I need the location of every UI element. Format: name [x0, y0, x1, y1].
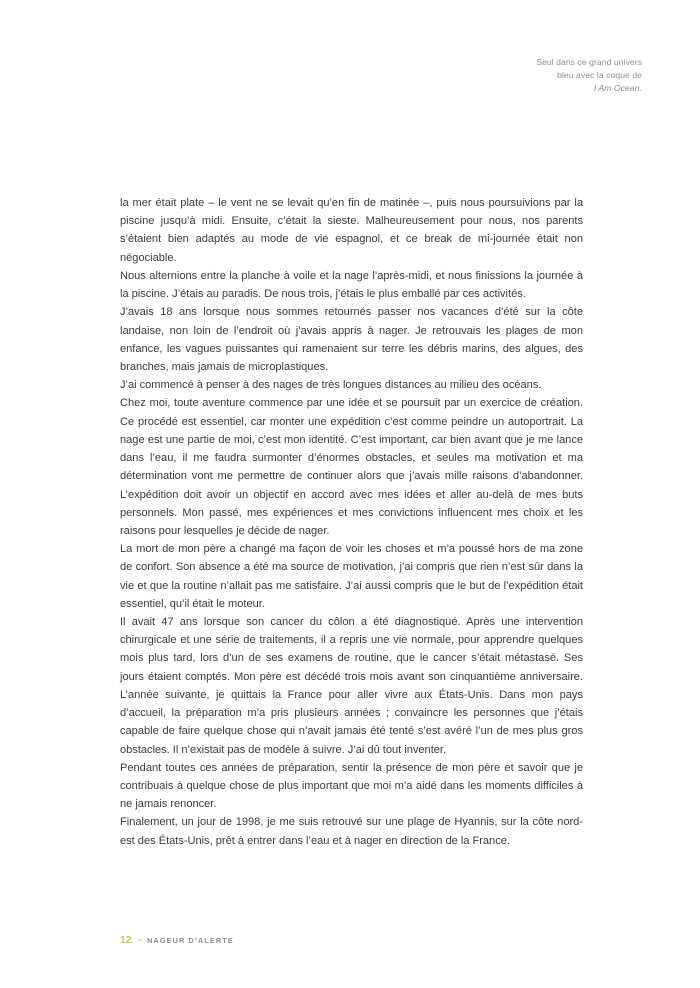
paragraph: La mort de mon père a changé ma façon de voir les choses et m’a poussé hors de ma zone de confort. Son absence a été ma source de motivation, j’ai compris que rien n’est sûr dans la vie et que la routine n’allait pas me satisfaire. J’ai aussi compris que le but de l’expédition était essentiel, qu’il était le moteur. [120, 543, 583, 610]
paragraph: Pendant toutes ces années de préparation, sentir la présence de mon père et savoir que je contribuais à quelque chose de plus important que moi m’a aidé dans les moments difficiles à ne jamais renoncer. [120, 761, 583, 811]
paragraph: Finalement, un jour de 1998, je me suis retrouvé sur une plage de Hyannis, sur la côte nord-est des États-Unis, prêt à entrer dans l’eau et à nager en direction de la France. [120, 816, 583, 847]
body-text [120, 194, 583, 850]
paragraph: J’avais 18 ans lorsque nous sommes retournés passer nos vacances d’été sur la côte landaise, non loin de l’endroit où j’avais appris à nager. Je retrouvais les plages de mon enfance, les vagues puissantes qui ramenaient sur terre les débris marins, des algues, des branches, mais jamais de microplastiques. [120, 306, 583, 373]
running-title: NAGEUR D’ALERTE [147, 936, 234, 945]
wave-separator-icon: ~ [136, 934, 142, 945]
paragraph: la mer était plate – le vent ne se levait qu’en fin de matinée –, puis nous poursuivions par la piscine jusqu’à midi. Ensuite, c’était la sieste. Malheureusement pour nous, nos parents s’étaient bien adaptés au mode de vie espagnol, et ce break de mi-journée était non négociable. [120, 197, 583, 264]
page-number: 12 [120, 935, 132, 946]
paragraph: Nous alternions entre la planche à voile et la nage l’après-midi, et nous finissions la journée à la piscine. J’étais au paradis. De nous trois, j’étais le plus emballé par ces activités. [120, 269, 583, 301]
paragraph: Il avait 47 ans lorsque son cancer du côlon a été diagnostiqué. Après une intervention chirurgicale et une série de traitements, il a repris une vie normale, pour apprendre quelques mois plus tard, lors d’un de ses examens de routine, que le cancer s’était métastasé. Ses jours étaient comptés. Mon père est décédé trois mois avant son cinquantième anniversaire. L’année suivante, je quittais la France pour aller vivre aux États-Unis. Dans mon pays d’accueil, la préparation m’a pris plusieurs années ; convaincre les personnes que j’étais capable de faire quelque chose qui n’avait jamais été tenté s’est avéré l’un de mes plus gros obstacles. Il n’existait pas de modèle à suivre. J’ai dû tout inventer. [120, 616, 583, 756]
paragraph: Chez moi, toute aventure commence par une idée et se poursuit par un exercice de création. Ce procédé est essentiel, car monter une expédition c’est comme peindre un autoportrait. La nage est une partie de moi, c’est mon identité. C’est important, car bien avant que je me lance dans l’eau, il me faudra surmonter d’énormes obstacles, et seules ma motivation et ma détermination vont me permettre de continuer alors que j’avais mille raisons d’abandonner. L’expédition doit avoir un objectif en accord avec mes idées et aller au-delà de mes buts personnels. Mon passé, mes expériences et mes convictions influencent mes choix et les raisons pour lesquelles je décide de nager. [120, 397, 583, 537]
caption-line-2: bleu avec la coque de [557, 70, 642, 81]
caption-line-1: Seul dans ce grand univers [536, 57, 642, 67]
caption-line-3-title: I Am Ocean. [593, 83, 642, 94]
figure-caption [382, 56, 642, 96]
paragraph: J’ai commencé à penser à des nages de très longues distances au milieu des océans. [120, 379, 542, 392]
page-footer [120, 935, 234, 946]
